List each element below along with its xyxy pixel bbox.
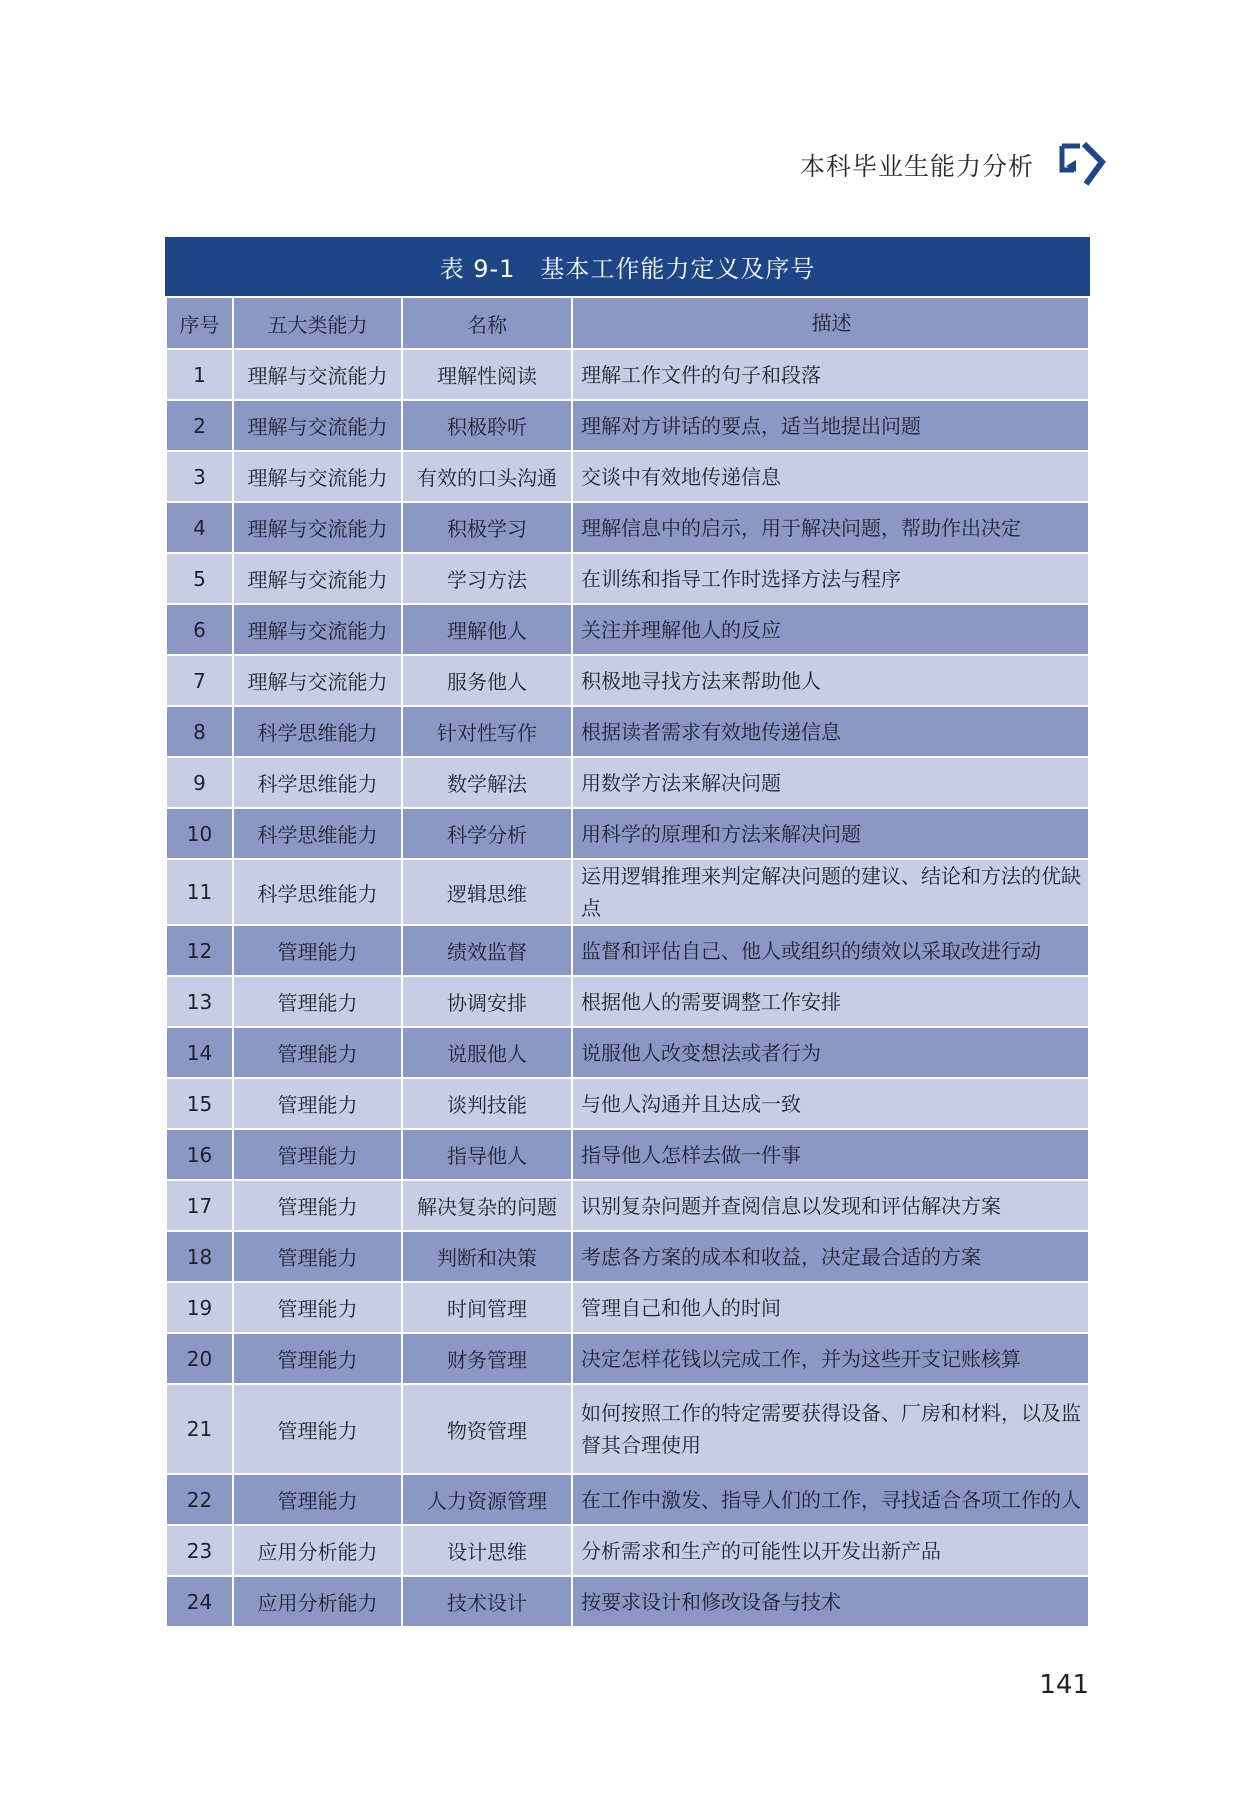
column-header: 五大类能力 [233,297,402,349]
ability-category: 应用分析能力 [233,1576,402,1627]
ability-name: 物资管理 [402,1384,572,1474]
table-row [166,1525,1089,1576]
table-row [166,1474,1089,1525]
ability-name: 说服他人 [402,1027,572,1078]
ability-description: 指导他人怎样去做一件事 [572,1129,1089,1180]
row-number: 10 [166,808,233,859]
ability-name: 时间管理 [402,1282,572,1333]
ability-category: 管理能力 [233,1333,402,1384]
table-row [166,925,1089,976]
row-number: 11 [166,859,233,925]
row-number: 21 [166,1384,233,1474]
table-row [166,604,1089,655]
ability-category: 科学思维能力 [233,859,402,925]
ability-category: 科学思维能力 [233,757,402,808]
ability-description: 与他人沟通并且达成一致 [572,1078,1089,1129]
ability-category: 理解与交流能力 [233,553,402,604]
ability-name: 理解他人 [402,604,572,655]
row-number: 12 [166,925,233,976]
ability-category: 管理能力 [233,976,402,1027]
table-row [166,1180,1089,1231]
ability-name: 绩效监督 [402,925,572,976]
page-header [800,140,1112,190]
row-number: 24 [166,1576,233,1627]
ability-category: 管理能力 [233,925,402,976]
row-number: 5 [166,553,233,604]
table-row [166,859,1089,925]
table-row [166,1333,1089,1384]
ability-category: 管理能力 [233,1282,402,1333]
ability-category: 理解与交流能力 [233,502,402,553]
column-header: 序号 [166,297,233,349]
ability-category: 理解与交流能力 [233,349,402,400]
ability-description: 决定怎样花钱以完成工作，并为这些开支记账核算 [572,1333,1089,1384]
ability-category: 管理能力 [233,1474,402,1525]
table-row [166,553,1089,604]
ability-grid [165,296,1090,1628]
row-number: 2 [166,400,233,451]
row-number: 14 [166,1027,233,1078]
ability-description: 用数学方法来解决问题 [572,757,1089,808]
ability-description: 根据读者需求有效地传递信息 [572,706,1089,757]
ability-category: 科学思维能力 [233,706,402,757]
ability-name: 财务管理 [402,1333,572,1384]
ability-description: 交谈中有效地传递信息 [572,451,1089,502]
ability-name: 积极学习 [402,502,572,553]
table-row [166,1282,1089,1333]
ability-name: 有效的口头沟通 [402,451,572,502]
section-title: 本科毕业生能力分析 [799,152,1034,181]
ability-name: 数学解法 [402,757,572,808]
ability-name: 针对性写作 [402,706,572,757]
row-number: 20 [166,1333,233,1384]
column-header: 名称 [402,297,572,349]
ability-description: 理解信息中的启示，用于解决问题，帮助作出决定 [572,502,1089,553]
row-number: 1 [166,349,233,400]
row-number: 9 [166,757,233,808]
row-number: 19 [166,1282,233,1333]
chapter-logo-icon [1058,140,1112,190]
table-row [166,1231,1089,1282]
table-row [166,976,1089,1027]
table-header-row [166,297,1089,349]
ability-category: 理解与交流能力 [233,604,402,655]
ability-category: 管理能力 [233,1078,402,1129]
ability-name: 设计思维 [402,1525,572,1576]
ability-category: 理解与交流能力 [233,655,402,706]
ability-name: 人力资源管理 [402,1474,572,1525]
row-number: 18 [166,1231,233,1282]
ability-name: 判断和决策 [402,1231,572,1282]
row-number: 22 [166,1474,233,1525]
ability-description: 在训练和指导工作时选择方法与程序 [572,553,1089,604]
page-number: 141 [1039,1670,1089,1700]
table-row [166,400,1089,451]
table-row [166,757,1089,808]
table-row [166,1027,1089,1078]
table-row [166,655,1089,706]
ability-description: 说服他人改变想法或者行为 [572,1027,1089,1078]
table-row [166,1384,1089,1474]
ability-name: 指导他人 [402,1129,572,1180]
row-number: 6 [166,604,233,655]
ability-description: 监督和评估自己、他人或组织的绩效以采取改进行动 [572,925,1089,976]
ability-name: 服务他人 [402,655,572,706]
ability-name: 协调安排 [402,976,572,1027]
row-number: 8 [166,706,233,757]
ability-category: 管理能力 [233,1129,402,1180]
ability-table [165,237,1090,1628]
row-number: 13 [166,976,233,1027]
row-number: 7 [166,655,233,706]
ability-category: 管理能力 [233,1027,402,1078]
row-number: 16 [166,1129,233,1180]
row-number: 3 [166,451,233,502]
table-row [166,1129,1089,1180]
ability-name: 理解性阅读 [402,349,572,400]
table-row [166,502,1089,553]
table-row [166,451,1089,502]
column-header: 描述 [572,297,1089,349]
row-number: 15 [166,1078,233,1129]
ability-description: 考虑各方案的成本和收益，决定最合适的方案 [572,1231,1089,1282]
ability-category: 科学思维能力 [233,808,402,859]
ability-category: 管理能力 [233,1231,402,1282]
table-caption: 表 9-1 基本工作能力定义及序号 [165,237,1090,296]
ability-name: 逻辑思维 [402,859,572,925]
ability-name: 技术设计 [402,1576,572,1627]
ability-description: 管理自己和他人的时间 [572,1282,1089,1333]
ability-description: 分析需求和生产的可能性以开发出新产品 [572,1525,1089,1576]
ability-name: 科学分析 [402,808,572,859]
ability-name: 学习方法 [402,553,572,604]
ability-description: 关注并理解他人的反应 [572,604,1089,655]
table-row [166,1576,1089,1627]
ability-description: 按要求设计和修改设备与技术 [572,1576,1089,1627]
row-number: 17 [166,1180,233,1231]
ability-category: 理解与交流能力 [233,400,402,451]
ability-description: 理解对方讲话的要点，适当地提出问题 [572,400,1089,451]
ability-name: 谈判技能 [402,1078,572,1129]
row-number: 4 [166,502,233,553]
row-number: 23 [166,1525,233,1576]
ability-category: 管理能力 [233,1180,402,1231]
ability-description: 如何按照工作的特定需要获得设备、厂房和材料，以及监督其合理使用 [572,1384,1089,1474]
table-row [166,349,1089,400]
ability-description: 根据他人的需要调整工作安排 [572,976,1089,1027]
ability-category: 理解与交流能力 [233,451,402,502]
table-row [166,706,1089,757]
ability-description: 积极地寻找方法来帮助他人 [572,655,1089,706]
ability-category: 应用分析能力 [233,1525,402,1576]
ability-description: 用科学的原理和方法来解决问题 [572,808,1089,859]
table-row [166,1078,1089,1129]
table-row [166,808,1089,859]
ability-description: 在工作中激发、指导人们的工作，寻找适合各项工作的人 [572,1474,1089,1525]
ability-description: 运用逻辑推理来判定解决问题的建议、结论和方法的优缺点 [572,859,1089,925]
ability-description: 识别复杂问题并查阅信息以发现和评估解决方案 [572,1180,1089,1231]
ability-name: 积极聆听 [402,400,572,451]
ability-category: 管理能力 [233,1384,402,1474]
ability-description: 理解工作文件的句子和段落 [572,349,1089,400]
ability-name: 解决复杂的问题 [402,1180,572,1231]
